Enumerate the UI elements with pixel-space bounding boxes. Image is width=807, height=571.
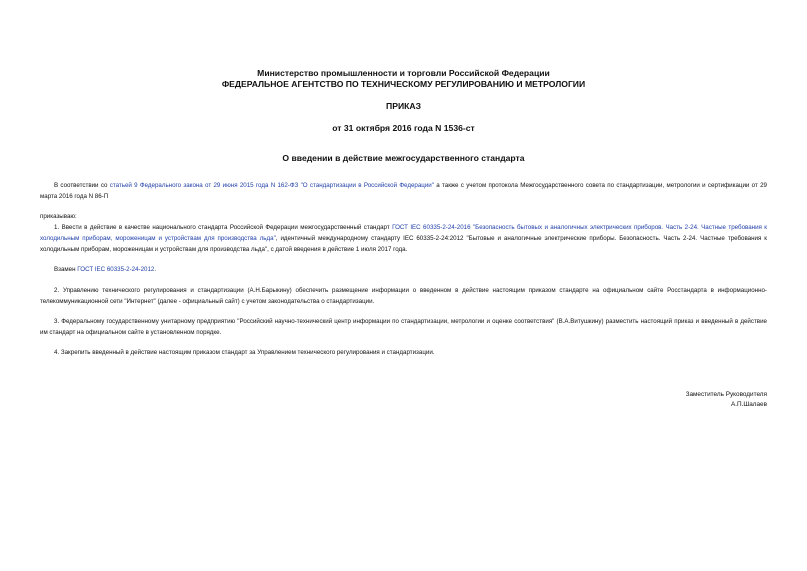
gost-2012-link[interactable]: ГОСТ IEC 60335-2-24-2012 [77,266,155,273]
preamble-paragraph [40,181,767,203]
replace-text-end: . [154,266,157,273]
item-2-text: 2. Управлению технического регулирования и стандартизации (А.Н.Барыкину) обеспечить размещение информации о введенном в действие настоящим приказом стандарте на официальном сайте Росстандарта в информационно-телекоммуникационной сети "Интернет" (далее - официальный сайт) с учетом законодательства о стандартизации. [40,287,767,305]
replace-text-start: Взамен [54,266,78,273]
federal-law-link[interactable]: статьей 9 Федерального закона от 29 июня 2015 года N 162-ФЗ "О стандартизации в Российской Федерации" [109,182,434,189]
item-1-paragraph [40,223,767,255]
agency-title: ФЕДЕРАЛЬНОЕ АГЕНТСТВО ПО ТЕХНИЧЕСКОМУ РЕГУЛИРОВАНИЮ И МЕТРОЛОГИИ [221,79,586,89]
preamble-text-end: а также с учетом протокола Межгосударственного совета по стандартизации, метрологии и сертификации от 29 марта 2016 года N 86-П [40,182,767,200]
item-3-paragraph [40,317,767,339]
item-4-text: 4. Закрепить введенный в действие настоящим приказом стандарт за Управлением технического регулирования и стандартизации. [54,349,435,356]
item-1-text-end: , идентичный международному стандарту IEC 60335-2-24:2012 "Бытовые и аналогичные электрические приборы. Безопасность. Часть 2-24. Частные требования к холодильным приборам, мороженицам и устройствам для производства льда", с датой введения в действие 1 июля 2017 года. [40,234,767,253]
order-subject: О введении в действие межгосударственного стандарта [282,153,525,163]
item-2-paragraph [40,286,767,308]
order-date-number: от 31 октября 2016 года N 1536-ст [332,123,475,133]
item-1-text-start: 1. Ввести в действие в качестве национального стандарта Российской Федерации межгосударственный стандарт [54,224,393,231]
document-type: ПРИКАЗ [386,101,421,111]
item-4-paragraph [40,348,767,359]
replace-paragraph [40,265,767,276]
signatory-name: А.П.Шалаев [730,401,767,408]
item-3-text: 3. Федеральному государственному унитарному предприятию "Российский научно-технический центр информации по стандартизации, метрологии и оценке соответствия" (В.А.Витушкину) разместить настоящий приказ и введенный в действие им стандарт на официальном сайте в установленном порядке. [40,318,767,336]
preamble-text-start: В соответствии со [54,182,110,189]
order-word: приказываю: [40,213,77,220]
ministry-title: Министерство промышленности и торговли Российской Федерации [257,68,550,78]
signatory-position: Заместитель Руководителя [685,391,767,398]
gost-2016-link[interactable]: ГОСТ IEC 60335-2-24-2016 "Безопасность бытовых и аналогичных электрических приборов. Часть 2-24. Частные требования к холодильным приборам, мороженицам и устройствам для производства льда" [40,224,768,242]
